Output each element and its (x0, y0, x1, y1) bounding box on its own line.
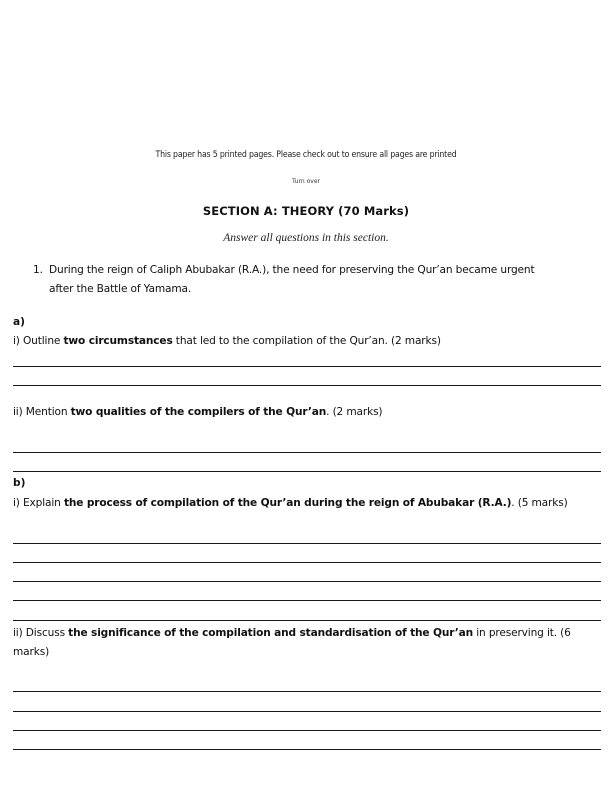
prompt-emphasis: the process of compilation of the Qur’an during the reign of Abubakar (R.A.) (63, 497, 512, 509)
answer-line[interactable] (13, 730, 601, 731)
answer-line[interactable] (13, 711, 601, 712)
answer-line[interactable] (13, 366, 601, 367)
part-a-i-prompt (13, 332, 603, 351)
answer-line[interactable] (13, 620, 601, 621)
answer-line[interactable] (13, 691, 601, 692)
prompt-emphasis: two circumstances (63, 335, 173, 347)
question-1-stem (33, 261, 593, 299)
part-a-ii-prompt (13, 403, 603, 422)
prompt-suffix-continued: marks) (13, 646, 50, 658)
question-stem-line-2: after the Battle of Yamama. (49, 283, 192, 295)
prompt-prefix: ii) Discuss (13, 627, 69, 639)
answer-line[interactable] (13, 543, 601, 544)
prompt-suffix: that led to the compilation of the Qur’an. (2 marks) (172, 335, 441, 347)
prompt-suffix: . (5 marks) (511, 497, 568, 509)
answer-line[interactable] (13, 581, 601, 582)
turn-over-note: Turn over (291, 178, 320, 185)
answer-line[interactable] (13, 749, 601, 750)
section-title: SECTION A: THEORY (70 Marks) (202, 204, 410, 218)
part-b-ii-prompt (13, 624, 603, 662)
answer-line[interactable] (13, 452, 601, 453)
prompt-emphasis: the significance of the compilation and standardisation of the Qur’an (68, 627, 474, 639)
page-count-notice: This paper has 5 printed pages. Please check out to ensure all pages are printed (155, 150, 457, 160)
answer-line[interactable] (13, 471, 601, 472)
answer-line[interactable] (13, 385, 601, 386)
question-number: 1. (33, 264, 43, 276)
question-stem-line-1: During the reign of Caliph Abubakar (R.A.), the need for preserving the Qur’an became urgent (49, 264, 535, 276)
prompt-suffix: in preserving it. (6 (473, 627, 571, 639)
prompt-prefix: i) Outline (13, 335, 64, 347)
answer-line[interactable] (13, 562, 601, 563)
answer-line[interactable] (13, 600, 601, 601)
part-b-label: b) (13, 477, 26, 489)
part-b-i-prompt (13, 494, 603, 513)
prompt-suffix: . (2 marks) (326, 406, 383, 418)
prompt-prefix: ii) Mention (13, 406, 71, 418)
part-a-label: a) (13, 316, 25, 328)
prompt-prefix: i) Explain (13, 497, 64, 509)
section-instructions: Answer all questions in this section. (223, 232, 389, 244)
prompt-emphasis: two qualities of the compilers of the Qur’an (70, 406, 327, 418)
